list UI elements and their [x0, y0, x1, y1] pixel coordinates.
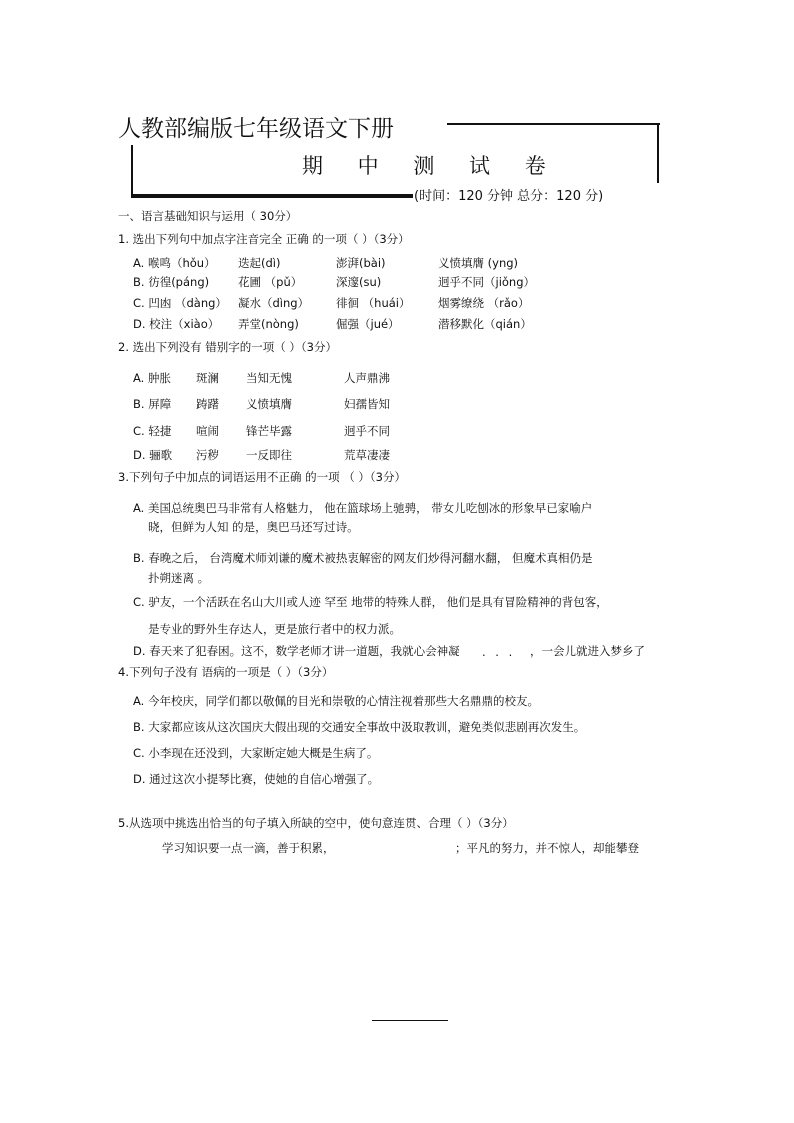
q1-c-2: 凝水（dìng） [238, 296, 310, 310]
q2-c-2: 喧闹 [196, 424, 219, 438]
q2-a-1: A. 肿胀 [133, 371, 171, 385]
frame-bottom-rule [131, 194, 413, 198]
q2-c-3: 锋芒毕露 [246, 424, 292, 438]
q2-d-4: 荒草凄凄 [344, 448, 390, 462]
q4-option-c: C. 小李现在还没到，大家断定她大概是生病了。 [133, 746, 379, 760]
q1-a-4: 义愤填膺 (yng) [438, 256, 519, 270]
q1-a-2: 迭起(dì) [238, 256, 281, 270]
q1-stem: 1. 选出下列句中加点字注音完全 正确 的一项（ ）（3分） [118, 232, 410, 246]
q2-c-4: 迥乎不同 [344, 424, 390, 438]
q3-b-line2: 扑朔迷离 。 [148, 571, 210, 585]
q3-d-line1-tail: ，一会儿就进入梦乡了 [530, 644, 645, 658]
q2-stem: 2. 选出下列没有 错别字的一项（ ）（3分） [118, 340, 338, 354]
q3-d-emphasis-dots: . . . [482, 645, 516, 659]
q1-c-4: 烟雾缭绕 （rǎo） [438, 296, 530, 310]
q2-b-1: B. 屏障 [133, 397, 172, 411]
q2-d-1: D. 骊歌 [133, 448, 173, 462]
q1-a-3: 澎湃(bài) [336, 256, 386, 270]
q3-a-line2: 晓，但鲜为人知 的是，奥巴马还写过诗。 [148, 520, 359, 534]
q1-c-3: 徘徊 （huái） [336, 296, 411, 310]
q5-line1: 学习知识要一点一滴，善于积累， [162, 841, 335, 855]
q1-a-1: A. 喉鸣（hǒu） [133, 256, 216, 270]
q3-b-line1: B. 春晚之后， 台湾魔术师刘谦的魔术被热衷解密的网友们炒得河翻水翻， 但魔术真相仍是 [133, 551, 593, 565]
time-info: (时间：120 分钟 总分：120 分) [414, 189, 604, 204]
q2-c-1: C. 轻捷 [133, 424, 172, 438]
q2-a-4: 人声鼎沸 [344, 371, 390, 385]
q3-c-line1: C. 驴友，一个活跃在名山大川或人迹 罕至 地带的特殊人群， 他们是具有冒险精神的背包客， [133, 595, 608, 609]
q1-b-3: 深邃(su) [336, 275, 382, 289]
frame-right-rule [657, 123, 659, 183]
q4-stem: 4.下列句子没有 语病的一项是（ ）（3分） [118, 665, 334, 679]
q3-c-line2: 是专业的野外生存达人，更是旅行者中的权力派。 [148, 622, 401, 636]
q4-option-b: B. 大家都应该从这次国庆大假出现的交通安全事故中汲取教训，避免类似悲剧再次发生。 [133, 720, 586, 734]
q4-option-d: D. 通过这次小提琴比赛，使她的自信心增强了。 [133, 772, 380, 786]
q2-d-2: 污秽 [196, 448, 219, 462]
q2-b-2: 踌躇 [196, 397, 219, 411]
q1-d-3: 倔强（jué） [336, 317, 400, 331]
q2-b-4: 妇孺皆知 [344, 397, 390, 411]
q1-b-2: 花圃 （pǔ） [238, 275, 303, 289]
q3-d-line1: D. 春天来了犯春困。这不，数学老师才讲一道题，我就心会神凝 [133, 644, 460, 658]
q5-line1-tail: ；平凡的努力，并不惊人，却能攀登 [455, 841, 639, 855]
q2-d-3: 一反即往 [246, 448, 292, 462]
q3-stem: 3.下列句子中加点的词语运用不正确 的一项 （ ）（3分） [118, 470, 407, 484]
q5-stem: 5.从选项中挑选出恰当的句子填入所缺的空中，使句意连贯、合理（ ）（3分） [118, 816, 514, 830]
book-title: 人教部编版七年级语文下册 [118, 116, 394, 142]
q1-d-1: D. 校注（xiào） [133, 317, 220, 331]
q2-a-2: 斑澜 [196, 371, 219, 385]
q3-a-line1: A. 美国总统奥巴马非常有人格魅力， 他在篮球场上驰骋， 带女儿吃刨冰的形象早已家喻户 [133, 501, 593, 515]
section-title: 一、语言基础知识与运用（ 30分） [118, 209, 298, 223]
title-rule [447, 123, 660, 125]
q1-d-2: 弄堂(nòng) [238, 317, 299, 331]
q2-b-3: 义愤填膺 [246, 397, 292, 411]
q1-c-1: C. 凹凼 （dàng） [133, 296, 227, 310]
exam-title: 期 中 测 试 卷 [302, 154, 560, 178]
frame-left-rule [131, 145, 133, 195]
q2-a-3: 当知无愧 [246, 371, 292, 385]
q4-option-a: A. 今年校庆，同学们都以敬佩的目光和崇敬的心情注视着那些大名鼎鼎的校友。 [133, 694, 539, 708]
q1-b-1: B. 彷徨(páng) [133, 275, 210, 289]
q1-d-4: 潜移默化（qián） [438, 317, 532, 331]
q1-b-4: 迥乎不同（jiǒng） [438, 275, 536, 289]
footer-rule [372, 1020, 448, 1021]
